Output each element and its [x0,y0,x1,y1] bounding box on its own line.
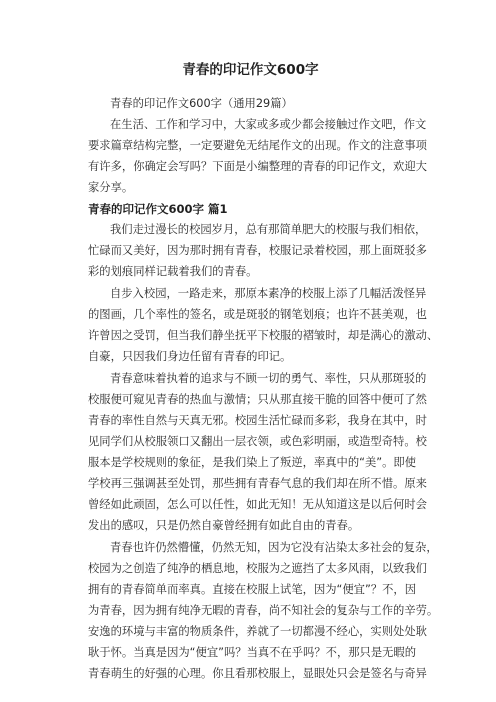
paragraph-line: 学校再三强调甚至处罚，那些拥有青春气息的我们却在所不惜。原来 [88,477,427,490]
intro-line: 要求篇章结构完整，一定要避免无结尾作文的出现。作文的注意事项 [88,139,427,152]
paragraph-line: 许曾因之受罚，但当我们静坐抚平下校服的褶皱时，却是满心的激动、 [88,329,439,342]
intro-line: 有许多，你确定会写吗？下面是小编整理的青春的印记作文，欢迎大 [88,160,427,173]
paragraph-line: 为青春，因为拥有纯净无暇的青春，尚不知社会的复杂与工作的辛劳。 [88,604,439,617]
paragraph-line: 青春的率性自然与天真无邪。校园生活忙碌而多彩，我身在其中，时 [88,414,427,427]
paragraph-line: 安逸的环境与丰富的物质条件，养就了一切都漫不经心，实则处处耿 [88,625,427,638]
paragraph-line: 发出的感叹，只是仍然自豪曾经拥有如此自由的青春。 [88,519,360,532]
paragraph-line: 耿于怀。当真是因为“便宜”吗？当真不在乎吗？不，那只是无暇的 [88,646,417,659]
paragraph-line: 服本是学校规则的象征，是我们染上了叛逆，率真中的“美”。即使 [88,456,417,469]
intro-subtitle: 青春的印记作文600字（通用29篇） [110,97,293,110]
paragraph-line: 拥有的青春简单而率真。直接在校服上试笔，因为“便宜”？不，因 [88,583,417,596]
paragraph-line: 见同学们从校服领口又翻出一层衣领，或色彩明丽，或造型奇特。校 [88,435,427,448]
section-heading: 青春的印记作文600字 篇1 [88,202,228,216]
paragraph-line: 我们走过漫长的校园岁月，总有那简单肥大的校服与我们相依， [110,223,427,236]
paragraph-line: 青春萌生的好强的心理。你且看那校服上，显眼处只会是签名与奇异 [88,667,427,680]
document-title: 青春的印记作文600字 [182,62,319,78]
paragraph-line: 曾经如此顽固，怎么可以任性，如此无知！无从知道这是以后何时会 [88,498,427,511]
paragraph-line: 彩的划痕同样记载着我们的青春。 [88,265,258,278]
intro-line: 在生活、工作和学习中，大家或多或少都会接触过作文吧，作文 [110,118,427,131]
paragraph-line: 自步入校园，一路走来，那原本素净的校服上添了几幅活泼怪异 [110,287,427,300]
paragraph-line: 的图画，几个率性的签名，或是斑驳的钢笔划痕；也许不甚美观，也 [88,308,427,321]
paragraph-line: 忙碌而又美好，因为那时拥有青春，校服记录着校园，那上面斑驳多 [88,244,427,257]
paragraph-line: 校服便可窥见青春的热血与激情；只从那直接干脆的回答中便可了然 [88,393,427,406]
paragraph-line: 校园为之创造了纯净的栖息地，校服为之遮挡了太多风雨，以致我们 [88,562,427,575]
paragraph-line: 自豪，只因我们身边任留有青春的印记。 [88,350,292,363]
paragraph-line: 青春也许仍然懵懂，仍然无知，因为它没有沾染太多社会的复杂， [110,541,438,554]
intro-line: 家分享。 [88,181,134,194]
paragraph-line: 青春意味着执着的追求与不顾一切的勇气、率性，只从那斑驳的 [110,372,427,385]
